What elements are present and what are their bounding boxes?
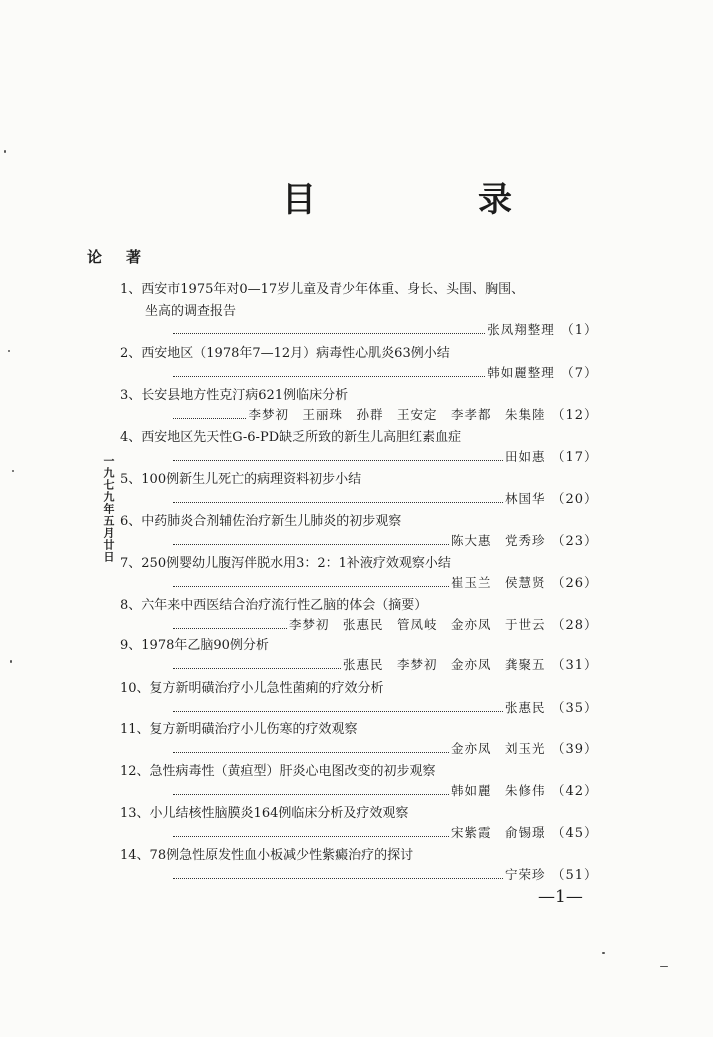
entry-leader [173,780,598,799]
section-heading: 论著 [87,248,166,266]
entry-page: （31） [551,658,598,673]
entry-authors: 李梦初 张惠民 管凤岐 金亦凤 于世云 [288,617,546,632]
entry-title: 3、长安县地方性克汀病621例临床分析 [120,388,349,403]
entry-title: 7、250例婴幼儿腹泻伴脱水用3：2：1补液疗效观察小结 [120,556,451,571]
dot-leader [173,577,449,587]
entry-page: （28） [551,618,598,633]
page-title: 目 录 [282,180,576,220]
dot-leader [173,324,485,334]
entry-title: 9、1978年乙脑90例分析 [120,638,269,653]
entry-authors: 宋紫霞 俞锡璟 [450,825,546,840]
entry-page: （26） [551,576,598,591]
dot-leader [173,451,503,461]
entry-title-continued: 坐高的调查报告 [145,304,237,319]
entry-page: （12） [551,408,598,423]
entry-leader [173,822,598,841]
scan-speck [12,470,14,472]
scan-speck [10,660,12,663]
entry-leader [173,404,598,423]
entry-authors: 张惠民 [504,700,546,715]
entry-leader [173,572,598,591]
entry-authors: 韩如麗 朱修伟 [450,783,546,798]
entry-leader [173,446,598,465]
entry-title: 6、中药肺炎合剂辅佐治疗新生儿肺炎的初步观察 [120,514,402,529]
entry-page: （45） [551,826,598,841]
entry-authors: 林国华 [504,491,546,506]
entry-authors: 李梦初 王丽珠 孙群 王安定 李孝都 朱集陸 [248,407,546,422]
scan-speck [660,966,668,967]
entry-page: （7） [560,366,598,381]
entry-authors: 田如惠 [504,449,546,464]
entry-page: （20） [551,492,598,507]
entry-title: 10、复方新明磺治疗小儿急性菌痢的疗效分析 [120,681,384,696]
entry-authors: 陈大惠 党秀珍 [450,533,546,548]
scan-speck [602,952,605,954]
entry-title: 14、78例急性原发性血小板减少性紫癜治疗的探讨 [120,848,414,863]
entry-title: 4、西安地区先天性G-6-PD缺乏所致的新生儿高胆红素血症 [120,430,462,445]
dot-leader [173,659,341,669]
page-number: —1— [538,887,583,907]
entry-authors: 宁荣珍 [504,867,546,882]
entry-authors: 韩如麗整理 [487,365,555,380]
entry-leader [173,488,598,507]
dot-leader [173,619,287,629]
dot-leader [173,827,449,837]
entry-title: 2、西安地区（1978年7—12月）病毒性心肌炎63例小结 [120,346,450,361]
entry-page: （35） [551,701,598,716]
entry-authors: 张凤翔整理 [487,322,555,337]
dot-leader [173,743,449,753]
entry-title: 5、100例新生儿死亡的病理资料初步小结 [120,472,362,487]
entry-leader [173,362,598,381]
scan-speck [8,350,10,352]
entry-authors: 崔玉兰 侯慧贤 [450,575,546,590]
entry-leader [173,654,598,673]
entry-leader [173,864,598,883]
date-stamp: 一九七九年五月廿日 [102,455,115,563]
entry-page: （17） [551,450,598,465]
entry-title: 8、六年来中西医结合治疗流行性乙脑的体会（摘要） [120,598,428,613]
entry-leader [173,530,598,549]
entry-page: （51） [551,868,598,883]
entry-title: 13、小儿结核性脑膜炎164例临床分析及疗效观察 [120,806,409,821]
dot-leader [173,702,503,712]
dot-leader [173,409,246,419]
entry-title: 11、复方新明磺治疗小儿伤寒的疗效观察 [120,722,358,737]
dot-leader [173,785,449,795]
entry-page: （42） [551,784,598,799]
dot-leader [173,493,503,503]
dot-leader [173,367,485,377]
entry-page: （23） [551,534,598,549]
entry-title: 12、急性病毒性（黄疸型）肝炎心电图改变的初步观察 [120,764,436,779]
entry-authors: 金亦凤 刘玉光 [450,741,546,756]
scan-speck [4,150,6,153]
entry-page: （39） [551,742,598,757]
entry-leader [173,319,598,338]
entry-leader [173,614,598,633]
entry-authors: 张惠民 李梦初 金亦凤 龚聚五 [342,657,546,672]
entry-page: （1） [560,323,598,338]
dot-leader [173,535,449,545]
dot-leader [173,869,503,879]
entry-leader [173,738,598,757]
entry-title: 1、西安市1975年对0—17岁儿童及青少年体重、身长、头围、胸围、 [120,282,525,297]
entry-leader [173,697,598,716]
